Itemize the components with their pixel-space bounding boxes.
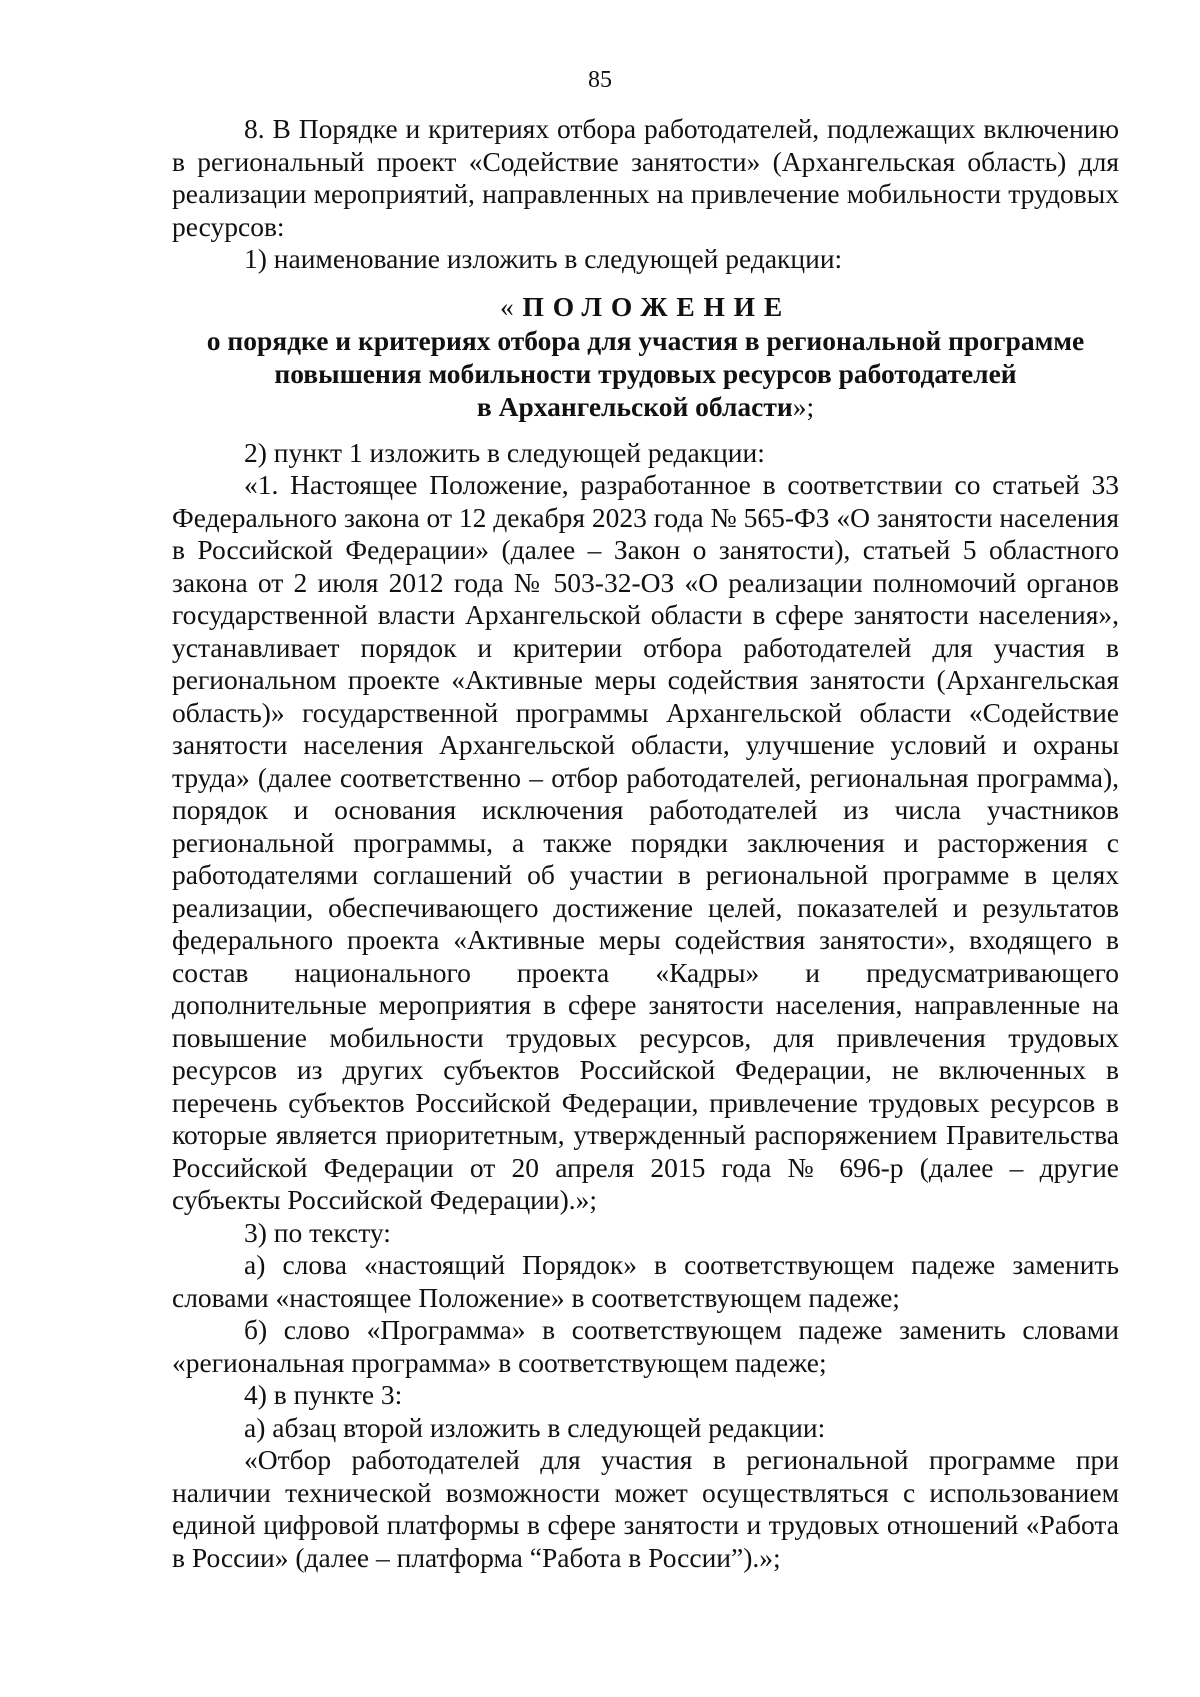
paragraph-quote: «Отбор работодателей для участия в региональной программе при наличии технической возможности может осуществляться с использованием единой цифровой платформы в сфере занятости и трудовых отношений «Работа в России» (далее – платформа “Работа в России”).»; <box>172 1444 1119 1573</box>
paragraph-item-3: 3) по тексту: <box>244 1216 391 1248</box>
regulation-heading <box>172 290 1119 423</box>
paragraph-item-3b: б) слово «Программа» в соответствующем падеже заменить словами «региональная программа» в соответствующем падеже; <box>172 1314 1119 1378</box>
paragraph-item-4a: а) абзац второй изложить в следующей редакции: <box>244 1411 826 1443</box>
heading-line-3: в Архангельской области <box>476 390 793 422</box>
heading-line-1: о порядке и критериях отбора для участия в региональной программе <box>206 324 1085 356</box>
heading-line-2: повышения мобильности трудовых ресурсов работодателей <box>274 357 1017 389</box>
paragraph-item-8: 8. В Порядке и критериях отбора работодателей, подлежащих включению в региональный проект «Содействие занятости» (Архангельская область) для реализации мероприятий, направленных на привлечение мобильности трудовых ресурсов: <box>172 113 1119 242</box>
paragraph-item-1: 1) наименование изложить в следующей редакции: <box>244 243 843 274</box>
page-number: 85 <box>588 67 612 93</box>
paragraph-item-2: 2) пункт 1 изложить в следующей редакции: <box>244 436 765 468</box>
heading-closing: »; <box>792 390 815 422</box>
heading-line-3-wrap <box>172 390 1119 423</box>
paragraph-item-4: 4) в пункте 3: <box>244 1379 403 1410</box>
heading-title: ПОЛОЖЕНИЕ <box>522 290 792 322</box>
document-body <box>172 113 1119 1574</box>
paragraph-clause-1: «1. Настоящее Положение, разработанное в соответствии со статьей 33 Федерального закона от 12 декабря 2023 года № 565-ФЗ «О занятости населения в Российской Федерации» (далее – Закон о занятости), статьей 5 областного закона от 2 июля 2012 года № 503-32-ОЗ «О реализации полномочий органов государственной власти Архангельской области в сфере занятости населения», устанавливает порядок и критерии отбора работодателей для участия в региональном проекте «Активные меры содействия занятости (Архангельская область)» государственной программы Архангельской области «Содействие занятости населения Архангельской области, улучшение условий и охраны труда» (далее соответственно – отбор работодателей, региональная программа), порядок и основания исключения работодателей из числа участников региональной программы, а также порядки заключения и расторжения с работодателями соглашений об участии в региональной программе в целях реализации, обеспечивающего достижение целей, показателей и результатов федерального проекта «Активные меры содействия занятости», входящего в состав национального проекта «Кадры» и предусматривающего дополнительные мероприятия в сфере занятости населения, направленные на повышение мобильности трудовых ресурсов, для привлечения трудовых ресурсов из других субъектов Российской Федерации, не включенных в перечень субъектов Российской Федерации, привлечение трудовых ресурсов в которые является приоритетным, утвержденный распоряжением Правительства Российской Федерации от 20 апреля 2015 года № 696-р (далее – другие субъекты Российской Федерации).»; <box>172 469 1119 1215</box>
heading-open-quote: « <box>499 290 523 322</box>
paragraph-item-3a: а) слова «настоящий Порядок» в соответствующем падеже заменить словами «настоящее Положение» в соответствующем падеже; <box>172 1249 1119 1313</box>
heading-title-line <box>172 290 1119 324</box>
